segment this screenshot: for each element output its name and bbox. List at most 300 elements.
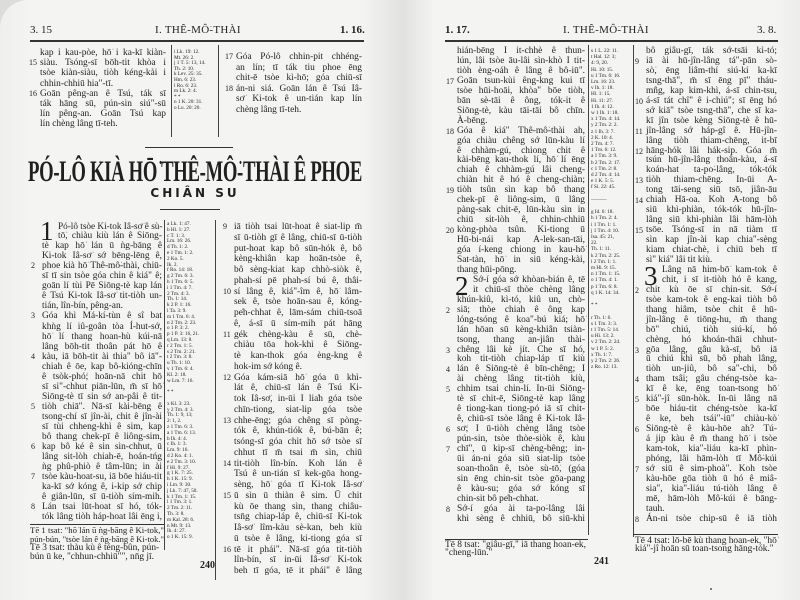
reference-line: o 1 P. 3: 2. <box>167 325 189 332</box>
verse-number: 7 <box>635 464 639 474</box>
text-line: lâng siū khì-phiàn lâi hām-lòh <box>646 215 777 226</box>
verse-number: 5 <box>446 385 450 395</box>
verse-number: 18 <box>446 126 454 136</box>
reference-line: v Ih. 1: 18. <box>591 85 614 92</box>
text-line: an lín; tī ták tiu phoe ēng <box>236 62 362 73</box>
text-line: lóng-tsóng ê koa"-bú kiá; hō͘ <box>457 314 585 325</box>
text-line: 9 iā tiòh tsai lūt-hoat ê siat-lip m̄ <box>223 222 362 232</box>
text-line: lîn-bín, sī in-ūi Iâ-sơ͘ Ki-tok <box>234 555 362 566</box>
reference-line: r Th. 1: 6. <box>591 314 612 321</box>
text-line: ka-kī sớ kóng ê, i-kip sớ chip <box>42 482 162 493</box>
chapter-heading: CHIÂN SU <box>150 186 240 200</box>
text-line: sớ kiā" tsòe tsng-thā", che sī ka- <box>646 105 777 116</box>
text-line: ū chiú khì sū, bô phah lâng, <box>646 354 777 365</box>
verse-number: 8 <box>31 502 35 512</box>
text-line: lâng bōh-tit thoân pát hō ê <box>42 341 162 352</box>
reference-line: i Lk. 19: 12. <box>174 49 200 55</box>
verse-number: 13 <box>635 176 643 186</box>
reference-line: "cheng-lūn." <box>445 548 493 558</box>
reference-line: bún ū ke, "chhun-chhiū"", nn̄g jī. <box>30 552 154 562</box>
verse-number: 2 <box>635 285 639 295</box>
text-line: bô giâu-gī, ták sớ-tsāi kì-tó; <box>646 46 777 56</box>
verse-number: 15 <box>635 226 643 236</box>
reference-line: Isa. 45: 21, <box>591 234 615 240</box>
reference-line: a Lk. 1: 47. <box>167 221 191 227</box>
reference-line: z Ro. 12: 13. <box>591 364 618 371</box>
reference-line: ——— <box>591 196 607 203</box>
reference-line: Kl. 2: 18. <box>167 371 187 378</box>
reference-line: f Si. 22: 45. <box>591 184 616 191</box>
reference-line: r 2 Tm. 1: 5. <box>167 342 193 349</box>
reference-line: y 2 Tm. 4: 3. <box>167 406 194 413</box>
text-line: 3 Góa khì Má-kí-tùn ê sî bat <box>31 311 162 322</box>
text-line: ài chèng lâng tit-tiòh kiù, <box>457 374 585 385</box>
reference-line: Ih. 4: 27. <box>167 528 186 535</box>
reference-line: v 2 Tm. 2: 24. <box>591 339 621 346</box>
text-line: 14 chiah Hā-oa. Koh A-tong bô <box>635 195 777 206</box>
reference-line: n 2 Tm. 2: 23. <box>167 319 197 326</box>
text-line: Siōng-tè, kàu tāi-tāi bô chīn. <box>457 105 585 116</box>
header-chapter-start: 1. 17. <box>445 24 470 36</box>
reference-line: b 2 Tm. 2: 17. <box>591 159 621 166</box>
text-line: 4 lán ê Siōng-tè ê bīn-chêng; I <box>446 364 585 375</box>
text-line: khì sèng ê chhiū, bô siū-khì <box>457 513 585 524</box>
scan-speck <box>710 588 712 590</box>
reference-line: i 1 Tm. 4: 7. <box>167 284 193 291</box>
text-line: ū tsòe ê lâng, ki-tiong góa sī <box>234 533 362 544</box>
text-line: tè kap hō͘ lán ū ǹg-bāng ê <box>42 241 162 252</box>
text-line: sơ͘ Ki-tok ê un-tián kap lín <box>236 94 362 105</box>
text-line: chit, i sī it-tiòh hó ê kang, <box>662 274 777 285</box>
text-line: kap i kau-pòe, hō͘ i ka-kī kiàn- <box>40 48 166 58</box>
text-line: tók lâng tiòh háp-hoat lâi ēng i, <box>42 512 162 523</box>
text-line: tè kan-thok góa èng-kng ê <box>234 351 362 361</box>
text-line: sī ū-tiòh gī ê lâng, chiū-sī ū-tiòh <box>234 232 362 243</box>
text-line: tō͘, chiàu kiù lán ê Siōng- <box>58 231 162 242</box>
reference-line: u 1 Tm. 6: 16. <box>591 72 621 79</box>
reference-line: Tē 4 tsat: lō-bē kù thang hoan-ek, "hō͘ <box>635 536 777 546</box>
reference-line: * * <box>591 302 598 309</box>
reference-line: 22. <box>591 240 598 247</box>
reference-line: p 1 P. 3: 16, 21. <box>167 331 200 338</box>
verse-number: 6 <box>31 442 35 452</box>
verse-number: 9 <box>223 222 227 231</box>
reference-line: q 1 K. 14: 34. <box>591 289 620 296</box>
text-line: beh tī góa, tē it phái" ê lâng <box>234 566 362 576</box>
text-line: tsóng-sī góa chit hō sớ tsòe sī <box>234 437 362 447</box>
text-line: hián-bēng I it-chhè ê thun- <box>457 46 585 56</box>
reference-line: w 1 P. 5: 2. <box>591 345 615 352</box>
text-line: chèng lâng tī-teh. <box>236 105 302 115</box>
reference-line: z 1 Tm. 6: 3. <box>167 424 194 430</box>
footnote-rule <box>633 534 778 535</box>
text-line: 20 kòng-phòa tsûn. Ki-tiong ū <box>446 225 585 236</box>
text-line: phah-sí pē phah-sí bú ê, thâi- <box>234 275 362 286</box>
reference-line: m 1 Tm. 6: 4. <box>167 313 196 320</box>
header-chapter-end: 3. 8. <box>757 24 777 36</box>
text-line: 15 ū sìn ū thiàn ê sim. Ū chit <box>223 490 362 501</box>
header-book-title: I. THÊ-MÔ͘-THÀI <box>563 24 649 36</box>
verse-number: 7 <box>446 445 450 454</box>
header-chapter-start: 3. 15 <box>30 24 52 36</box>
text-line: lâng sit-lòh chiah-ē, hoán-tńg <box>42 452 162 463</box>
verse-number: 6 <box>446 425 450 435</box>
verse-number: 17 <box>225 52 233 61</box>
reference-line: Hi. 10: 15. <box>591 66 614 73</box>
reference-line: 2: 1, 2. <box>167 418 182 425</box>
verse-number: 14 <box>635 196 643 206</box>
text-line: 16 tē it phái". Nā-sī góa tit-tiòh <box>223 544 362 555</box>
reference-line: b Hl. 1: 27. <box>167 226 191 233</box>
text-line: tsong-chí sī jîn-ài, chit ê jîn-ài <box>42 411 162 422</box>
text-line: góa í-keng chiong in kau-hō͘ <box>457 245 585 255</box>
text-line: hō͘ lí thang hoan-hù kúi-nā <box>42 331 162 342</box>
chapter-number: 3 <box>644 260 658 291</box>
text-line: 3 chêng lâi kè jít. Che sī hó, <box>446 344 585 355</box>
reference-line: Tē 1 tsat: "hō͘ lán ū ǹg-bāng ê Ki-tok," <box>30 525 164 535</box>
verse-number: 3 <box>635 345 639 355</box>
text-line: 15 siàu. Tsóng-sī bōh-tit khòa i <box>29 58 166 69</box>
text-line: sin ēng chin-sit tsòe gōa-pang <box>457 473 585 484</box>
verse-number: 3 <box>446 345 450 355</box>
text-line: 11 jîn-lâng sớ háp-gî ê. Hū-jîn- <box>635 125 777 136</box>
text-line: sèng, hō͘ góa tī Ki-tok Iâ-sơ͘ <box>234 480 362 490</box>
text-line: chīn-tiong, siat-lip góa tsòe <box>234 404 362 415</box>
verse-number: 7 <box>31 472 35 482</box>
text-line: Siōng-tè tī sin sớ an-pâi ê tit- <box>42 391 162 402</box>
reference-line: i 1 Tm. 1: 1. <box>591 221 617 228</box>
page-number: 240 <box>200 560 215 571</box>
page-number: 241 <box>594 556 609 567</box>
text-line: tsng-thā", m̄ sī ēng pī" tháu- <box>646 75 777 86</box>
reference-line: 4: 9, 20. <box>591 60 609 67</box>
ornament-rule <box>145 147 233 148</box>
verse-number: 17 <box>446 76 454 86</box>
text-line: ê Tsú Ki-tok Iâ-sơ͘ tit-tiòh un- <box>42 291 162 302</box>
text-line: 13 chhe-ēng; góa chêng sī pòng- <box>223 415 362 426</box>
text-line: 8 Sớ-í góa ài ta-po͘-lâng lâi <box>446 503 585 514</box>
text-line: 7 tsòe kàu-hoat-su, iā bōe hiáu-tit <box>31 472 162 483</box>
text-line: chiah ê chhàm-gú lâi cheng- <box>457 165 585 176</box>
text-line: 4 tham tsâi; gâu chéng-tsòe ka- <box>635 374 777 385</box>
reference-line: t 1 Tm. 5: 14. <box>591 327 620 333</box>
text-line: koh tit-tiòh chiap-láp tī kiù <box>457 354 585 365</box>
reference-line: Tē 8 tsat: "giâu-gī," iā thang hoan-ek, <box>445 540 586 550</box>
text-line: sì" kiá" lâi tit kiù. <box>646 254 713 265</box>
verse-number: 10 <box>635 96 643 106</box>
reference-line: 1 Ih. 4: 12. <box>591 103 614 110</box>
text-line: pún-sin, tsòe thòe-siòk ê, kàu <box>457 434 585 445</box>
ornament-rule <box>160 209 220 210</box>
reference-line: o 1 Tm. 4: 1. <box>591 277 618 284</box>
text-line: bōe hiáu-tit chéng-tsòe ka-kī <box>646 404 777 415</box>
text-line: 13 tiòh thiam-chēng. In-ūi A- <box>635 175 777 186</box>
reference-line: Th. 1: 14. <box>167 296 188 303</box>
verse-number: 16 <box>29 88 37 98</box>
column-divider <box>171 45 172 137</box>
right-page <box>402 0 800 600</box>
text-line: koán-hat ta-po͘-lâng, tók-tók <box>646 165 777 176</box>
text-line: thang hiâm, tsòe chit ê hū- <box>646 304 777 315</box>
header-rule <box>445 40 778 42</box>
text-line: tiòh èng-oáh ê lâng ê bô-iū". <box>457 65 585 76</box>
text-line: bān sè-tāi ê ông, tók-it ê <box>457 95 585 106</box>
text-line: 5 chhim tsai chin-lí. In-ūi Siōng- <box>446 384 585 395</box>
reference-line: f Hi. 9: 27. <box>167 464 190 471</box>
text-line: ê, á-sī ū sím-mih pát hāng <box>234 318 362 329</box>
text-line: 19 tiòh tsûn sìn kap bô thang <box>446 185 585 196</box>
text-line: tok Iâ-sơ͘, in-ūi I lia̍h góa tsòe <box>234 394 362 404</box>
reference-line: i Lm. 9: 30. <box>167 482 192 488</box>
reference-line: z 1 Ih. 3: 7. <box>591 128 615 135</box>
text-line: tauh. <box>646 503 665 514</box>
text-line: tiòh un-jiû, bô sa"-chi, bô <box>646 364 777 375</box>
text-line: À-bēng. <box>457 115 488 126</box>
reference-line: w 1 Ih. 1: 18. <box>591 110 619 116</box>
text-line: 12 Góa kám-siā hō͘ góa ū khì- <box>223 372 362 383</box>
reference-line: a 1 Tm. 6: 13. <box>167 429 197 436</box>
reference-line: j Lk. 7: 47, 50. <box>167 487 198 494</box>
verse-number: 12 <box>223 372 231 382</box>
text-line: sò͘, ēng liâm-thí siú-kí ka-kī <box>646 65 777 76</box>
text-line: pe̍h-chhat ê, lām-sám chiū-tsoā <box>234 308 362 318</box>
text-line: 7 chī", ū kip-sī chèng-bêng; in- <box>446 444 585 454</box>
reference-line: l 2 Tm. 1: 1. <box>591 258 617 265</box>
text-line: sia", kia"-liáu tú-tiòh lâng ê <box>646 483 777 494</box>
text-line: 10 sí lâng ê, kiá"-îm ê, hō͘ lâm- <box>223 286 362 297</box>
text-line: Iâ-sơ͘ lîm-kàu sè-kan, beh kiù <box>234 523 362 533</box>
text-line: 9 iā ài hū-jîn-lâng tá"-pān sò- <box>635 55 777 66</box>
text-line: ê giân-lūn, sī ū-tiòh sím-mih. <box>42 492 162 503</box>
reference-line: 2 K. 10: 4. <box>591 134 614 141</box>
text-line: 18 Góa ê kiá" Thê-mô͘-thài ah, <box>446 125 585 136</box>
reference-line: y 2 Tm. 2: 2. <box>591 122 618 129</box>
text-line: bô thang chek-pī ê liông-sim, <box>42 432 162 443</box>
reference-line: g 1 K. 7: 25. <box>167 470 193 477</box>
text-line: sìn kap jîn-ài kap chia"-sèng <box>646 235 777 246</box>
verse-number: 18 <box>225 83 233 93</box>
text-line: goān lí tùi Pē Siōng-tè kap lán <box>42 281 162 292</box>
text-line: 14 tit-tiòh lîn-bín. Koh lán ê <box>223 458 362 469</box>
verse-number: 4 <box>446 365 450 375</box>
header-chapter-end: 1. 16. <box>340 24 365 36</box>
column-divider <box>588 45 589 535</box>
text-line: 5 kiá"-jî sūn-hòk. In-ūi lâng nā <box>635 394 777 405</box>
text-line: kiam chiat-chè, i chiū beh tī <box>646 245 777 255</box>
text-line: thang hūi-pōng. <box>457 264 517 275</box>
verse-number: 12 <box>635 146 643 156</box>
text-line: tong tāi-seng siū tsō, jiân-āu <box>646 185 777 196</box>
column-divider <box>164 220 165 550</box>
text-line: tsong, thang an-jiân thài- <box>457 334 585 345</box>
reference-line: t Hal. 12: 3; <box>591 54 616 61</box>
text-line: sek ê, tsòe hoān-sau ê, kóng- <box>234 297 362 308</box>
text-line: chiàn hit ê hó ê cheng-chiàn; <box>457 175 585 186</box>
verse-number: 15 <box>29 58 37 68</box>
text-line: 18 án-ni siá. Goān lán ê Tsú Iâ- <box>225 83 362 94</box>
text-line: 2 phoe kià hō͘ Thê-mô͘-thài, chiū- <box>31 261 162 272</box>
reference-line: h 1 Tm. 6: 5. <box>167 279 194 285</box>
verse-number: 2 <box>446 305 450 315</box>
verse-number: 5 <box>635 395 639 405</box>
verse-number: 10 <box>223 286 231 296</box>
reference-line: d 2 Ko. 4: 1. <box>167 453 193 459</box>
text-line: kī ê ke, ēng toan-tsong hō͘ <box>646 384 777 395</box>
text-line: 17 Góa Pó-lô chhin-pit chhéng- <box>225 52 362 62</box>
reference-line: l 1 Tm. 3: 1. <box>167 499 193 506</box>
text-line: Hū-bi-nái kap A-lek-san-tāi, <box>457 235 585 246</box>
reference-line: Lm. 16: 26. <box>167 238 192 245</box>
text-line: 4 kàu, iā bōh-tit ài thia" bô iā"- <box>31 351 162 362</box>
text-line: kī jîn tsòe kèng Siōng-tè ê hū- <box>646 115 777 126</box>
text-line: chèng, hó khoán-thāi chhut- <box>646 334 777 345</box>
text-line: chiū sit-lòh ê, chhin-chhiū <box>457 215 585 226</box>
text-line: Sớ-í góa sớ khòan-bián ê, tē <box>473 274 585 285</box>
text-line: mn̂g, kap kim-khì, á-sī chin-tsu, <box>646 85 777 96</box>
reference-line: Mt. 26: 2. <box>174 54 195 61</box>
reference-line: e 1 Tm. 1: 2. <box>167 250 194 256</box>
verse-number: 20 <box>446 226 454 236</box>
text-line: tsn̄g chiap-láp ê, chiū-sī Ki-tok <box>234 512 362 523</box>
column-divider <box>218 45 219 137</box>
verse-number: 15 <box>223 490 231 500</box>
reference-line: x Kl. 3: 23. <box>167 400 191 407</box>
text-line: chin-sit bô pe̍h-chhat. <box>457 493 539 504</box>
text-line: ták hāng sū, pún-sin siú"-sū <box>40 99 166 109</box>
reference-line: s 1 Tm. 3: 3. <box>591 320 618 327</box>
verse-number: 5 <box>31 401 35 411</box>
epistle-title: PÓ-LÔ KIÀ HŌ͘ THÊ-MÔ͘-THÀI Ê PHOE <box>28 155 362 188</box>
text-line: 5 tiòh chiā". Nā-sī kài-bēng ê <box>31 401 162 412</box>
text-line: chhin-chhiū hia"-tī. <box>40 78 114 89</box>
text-line: sī tī sin tsòe góa chin ê kiá" ê; <box>42 271 162 282</box>
text-line: kèng-khiân kap hoān-tsòe ê, <box>234 254 362 265</box>
reference-line: k 2 P. 1: 16. <box>167 302 192 309</box>
reference-line: Hi. 11: 27. <box>591 97 613 104</box>
reference-line: j 1 T. 5: 13, 14. <box>174 60 206 67</box>
reference-line: d 2 Tm. 4: 14. <box>591 172 621 178</box>
header-rule <box>30 40 364 42</box>
column-divider <box>633 45 634 537</box>
text-line: mē, hām-lòh Mô͘-kúi ê bāng- <box>646 493 777 504</box>
reference-line: m Hi. 9: 15. <box>591 265 616 271</box>
text-line: sī tùi chheng-khì ê sim, kap <box>42 422 162 432</box>
text-line: tsòe kiàn-siàu, tiòh kéng-kài i <box>40 68 166 79</box>
reference-line: a 1 Tm. 3: 9. <box>591 153 618 160</box>
reference-line: Th. 2: 10. <box>174 65 195 72</box>
reference-line: l Ta. 3: 9. <box>167 308 187 314</box>
reference-line: o 1 K. 15: 9. <box>167 534 193 541</box>
reference-line: pún-bún, "tsòe lán ê ǹg-bāng ê Ki-tok." <box>30 534 164 544</box>
reference-line: h 1 Tm. 2: 4. <box>591 215 618 222</box>
reference-line: l Ro. 6: 23. <box>174 82 198 89</box>
reference-line: Hl. 1: 15. <box>591 91 611 98</box>
reference-line: x Th. 1: 7. <box>591 351 613 358</box>
text-line: 6 Siōng-tè ê kàu-hōe ah? Tú- <box>635 424 777 435</box>
reference-line: h 1 K. 15: 9. <box>167 476 193 483</box>
verse-number: 3 <box>31 311 35 321</box>
text-line: Sat-tàn, hō͘ in siū kéng-kài, <box>457 254 585 265</box>
text-line: 17 Goān tsun-kùi êng-kng kui tī <box>446 75 585 86</box>
verse-number: 9 <box>635 56 639 66</box>
reference-line: Th. 3: 8. <box>167 511 185 517</box>
reference-line: 2 Ko. 5. <box>167 255 184 262</box>
reference-line: Ik. 2. <box>167 261 178 268</box>
reference-line: w Lm. 7: 16. <box>167 377 194 384</box>
text-line: tián, lîn-bín, pêng-an. <box>42 301 123 312</box>
text-line: soan-thoân ê, tsòe sù-tō͘, (góa <box>457 463 585 474</box>
text-line: 6 kap bô ké ê sin sìn-chhut, ū <box>31 442 162 453</box>
text-line: ê kàu-su; góa sớ kóng sī <box>457 483 585 494</box>
reference-line: u Th. 1: 10. <box>167 360 191 367</box>
reference-line: u Hi. 13: 2. <box>591 333 615 340</box>
text-line: kù ōe thang sìn, thang chiâu- <box>234 501 362 512</box>
reference-line: 1 Tm. 6: 12. <box>591 147 617 154</box>
reference-line: j 1 Tm. 4: 10. <box>591 227 620 234</box>
text-line: chek-pī ê liông-sim, ū lâng <box>457 195 585 206</box>
reference-line: * * <box>174 93 181 100</box>
reference-line: k Lev. 25: 35. <box>174 71 203 78</box>
verse-number: 14 <box>223 458 231 468</box>
text-line: tók ê, khún-tiók ê, bú-bān ê; <box>234 426 362 437</box>
chapter-number: 2 <box>455 270 469 301</box>
reference-line: Tē 3 tsat: thàu kù ê téng-bûn, pún- <box>30 543 160 553</box>
text-line: bō" chiú, tiòh siú-kí, hó <box>646 324 777 335</box>
text-line: á jip kàu ê m̄ thang hō͘ i tsòe <box>646 434 777 445</box>
reference-line: v 1 Tm. 6: 4. <box>167 366 194 372</box>
text-line: chiàu tōa hok-khì ê Siōng- <box>234 340 362 351</box>
text-line: 8 Lán tsai lūt-hoat sī hó, tók- <box>31 502 162 513</box>
column-divider <box>215 220 216 580</box>
text-line: khǹg lí iû-goân tòa Í-hut-sớ, <box>42 321 162 332</box>
reference-line: k 2 Tm. 2: 25. <box>591 252 621 259</box>
text-line: ǹg phû-phiò ê tâm-lūn; in ài <box>42 462 162 473</box>
text-line: 6 sơ͘; I ū-tiòh chèng lâng tsòe <box>446 424 585 435</box>
text-line: 15 tsōe. Tsóng-sī in nā tiàm tī <box>635 225 777 236</box>
text-line: 10 á-sī tát chî" ê i-chiú"; sī ēng hó <box>635 95 777 106</box>
text-line: 8 Án-ni tsòe chip-sū ê iā tiòh <box>635 513 777 524</box>
reference-line: s 1 L. 22: 11. <box>591 48 619 54</box>
text-line: ê, chiū-sī tsòe lâng ê Ki-tok Iâ- <box>457 414 585 425</box>
verse-number: 11 <box>635 126 643 136</box>
text-line: chiah ê ōe, kap bô-kióng-chīn <box>42 361 162 372</box>
text-line: kam-tok, kia"-liáu ka-kī phìn- <box>646 444 777 454</box>
text-line: Pó-lô tsòe Ki-tok Iâ-sơ͘ ê sù- <box>58 221 163 231</box>
text-line: Tsú ê un-tián sī kek-gōa hong- <box>234 469 362 480</box>
text-line: lát ê, chiū-sī lán ê Tsú Ki- <box>234 383 362 394</box>
text-line: góa chiàu chêng sớ lūn-kàu lí <box>457 135 585 146</box>
text-line: ê ke, beh tsái"-iū" chiàu-kò͘ <box>646 414 777 425</box>
text-line: 3 gōa lâng, gâu kà-sī, bô iā <box>635 344 777 355</box>
reference-line: k 1 Tm. 1: 15. <box>167 493 197 500</box>
reference-line: 2 Tm. 2: 11. <box>167 505 193 512</box>
text-line: hok-im sớ kóng ê. <box>234 361 302 372</box>
text-line: lín chèng lâng tī-teh. <box>40 119 118 130</box>
text-line: lán hōan sū kèng-khiân tsiàn- <box>457 324 585 335</box>
reference-line: e 1 K. 5: 5. <box>591 178 615 185</box>
reference-line: g 2 Tm. 6: 3. <box>167 273 194 280</box>
text-line: sī si"-chhut piān-lūn, m̄ sī hō͘ <box>42 381 162 392</box>
verse-number: 2 <box>31 261 35 271</box>
reference-line: o Lu. 20: 20. <box>174 105 201 111</box>
reference-line: 2 Tm. 4: 7. <box>591 141 614 147</box>
text-line: bô sèng-kiat kap chhò-siòk ê, <box>234 265 362 275</box>
reference-line: kiá"-jî hoān sū toan-tsong hāng-tók." <box>635 544 774 554</box>
text-line: 2 chit kù ōe sī chin-sit. Sớ-í <box>635 284 777 295</box>
text-line: lún, lâi tsòe āu-lâi sìn-khò I tit- <box>457 55 585 66</box>
reference-line: t 2 Tm. 3: 8. <box>167 354 193 361</box>
reference-line: e 2 Tm. 3: 10. <box>167 458 197 465</box>
